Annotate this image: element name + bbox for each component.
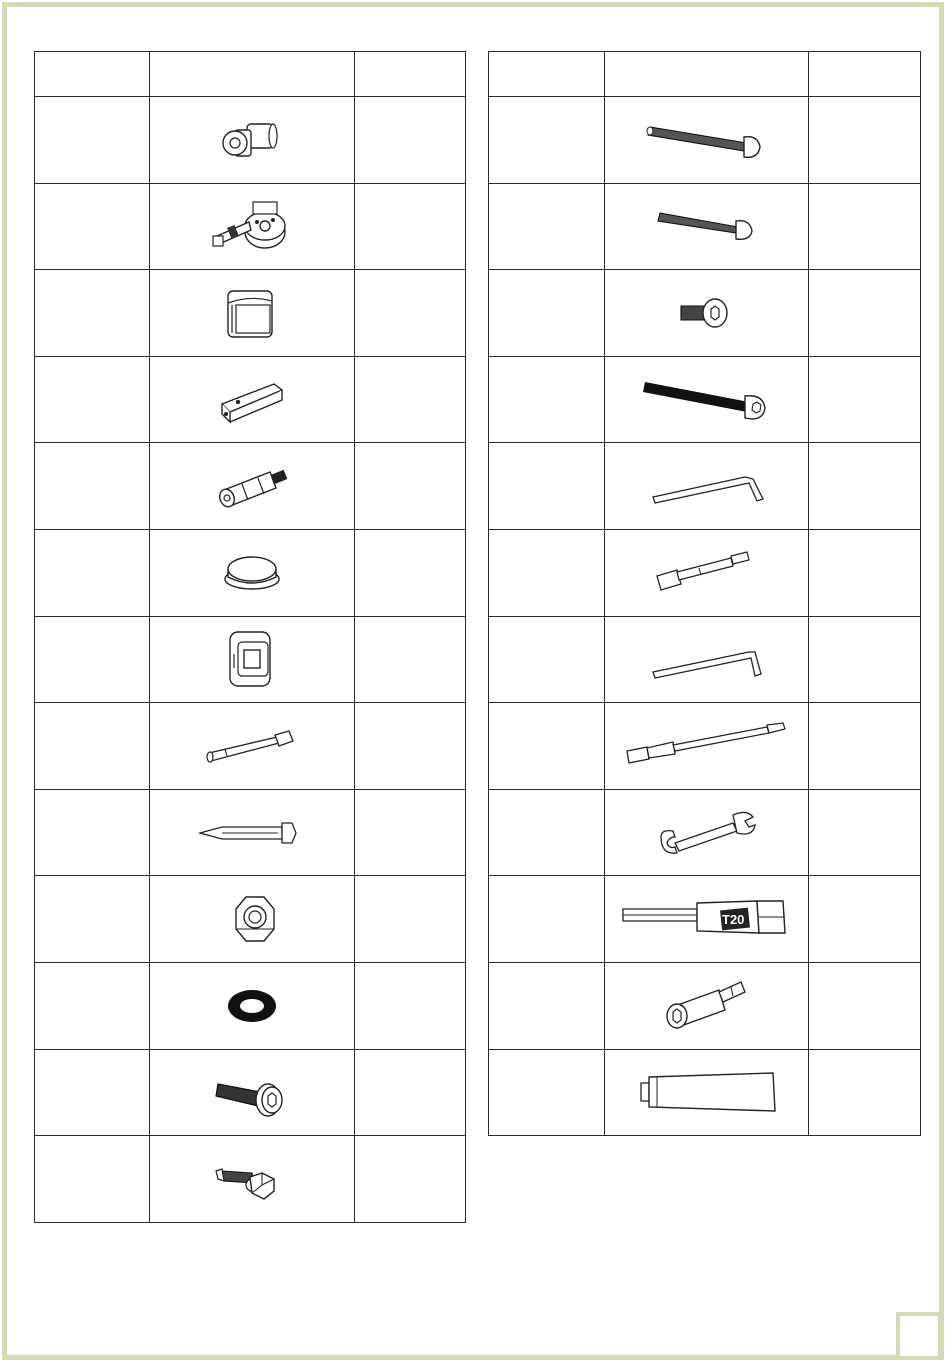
part-id-cell xyxy=(35,270,150,357)
page-number-box xyxy=(896,1312,942,1360)
header-cell-quantity xyxy=(355,52,466,97)
table-row xyxy=(35,97,466,184)
quantity-cell xyxy=(355,876,466,963)
header-cell-picture xyxy=(150,52,355,97)
table-header-row xyxy=(489,52,921,97)
quantity-cell xyxy=(355,356,466,443)
expansion-anchor-bolt-icon xyxy=(197,721,307,771)
table-row xyxy=(489,183,921,270)
wall-plug-icon xyxy=(192,813,312,853)
quantity-cell xyxy=(355,183,466,270)
quantity-cell xyxy=(809,356,921,443)
allen-key-small-icon xyxy=(637,634,777,684)
short-button-head-screw-icon xyxy=(667,288,747,338)
part-id-cell xyxy=(35,789,150,876)
table-row xyxy=(489,529,921,616)
part-id-cell xyxy=(489,789,605,876)
table-row xyxy=(35,876,466,963)
part-id-cell xyxy=(489,97,605,184)
quantity-cell xyxy=(809,270,921,357)
quantity-cell xyxy=(809,876,921,963)
hex-nut-icon xyxy=(212,887,292,951)
allen-key-large-icon xyxy=(637,461,777,511)
quantity-cell xyxy=(355,529,466,616)
table-row xyxy=(489,703,921,790)
header-cell-id xyxy=(35,52,150,97)
table-row xyxy=(35,962,466,1049)
quantity-cell xyxy=(809,443,921,530)
quantity-cell xyxy=(809,97,921,184)
quantity-cell xyxy=(355,270,466,357)
rotation-bushing-icon xyxy=(207,110,297,170)
part-id-cell xyxy=(35,356,150,443)
part-id-cell xyxy=(489,270,605,357)
quantity-cell xyxy=(809,962,921,1049)
header-cell-id xyxy=(489,52,605,97)
parts-table-left xyxy=(34,51,466,1223)
long-button-head-screw-icon xyxy=(642,115,772,165)
hex-bit-adapter-long-icon xyxy=(617,721,797,771)
open-end-wrench-icon xyxy=(647,803,767,863)
part-id-cell xyxy=(35,529,150,616)
cap-plug-icon xyxy=(212,545,292,601)
header-cell-quantity xyxy=(809,52,921,97)
table-row xyxy=(35,270,466,357)
square-bushing-icon xyxy=(212,624,292,694)
part-id-cell xyxy=(489,876,605,963)
table-row xyxy=(35,1049,466,1136)
quantity-cell xyxy=(355,1136,466,1223)
table-row xyxy=(489,97,921,184)
part-id-cell xyxy=(35,1136,150,1223)
socket-head-screw-icon xyxy=(202,1062,302,1122)
table-row xyxy=(35,703,466,790)
quantity-cell xyxy=(809,183,921,270)
table-row xyxy=(35,183,466,270)
torx-bit-label: T20 xyxy=(721,912,744,928)
quantity-cell xyxy=(355,789,466,876)
nut-driver-bit-icon xyxy=(647,976,767,1036)
table-row xyxy=(35,443,466,530)
hex-bit-adapter-short-icon xyxy=(647,548,767,598)
quantity-cell xyxy=(809,789,921,876)
part-id-cell xyxy=(35,876,150,963)
quantity-cell xyxy=(355,616,466,703)
part-id-cell xyxy=(35,703,150,790)
self-drilling-hex-screw-icon xyxy=(202,1149,302,1209)
table-header-row xyxy=(35,52,466,97)
quantity-cell xyxy=(355,1049,466,1136)
part-id-cell xyxy=(489,183,605,270)
part-id-cell xyxy=(35,183,150,270)
table-row xyxy=(489,356,921,443)
part-id-cell xyxy=(489,703,605,790)
quantity-cell xyxy=(355,443,466,530)
table-row xyxy=(489,443,921,530)
part-id-cell xyxy=(489,962,605,1049)
part-id-cell xyxy=(35,616,150,703)
part-id-cell xyxy=(489,616,605,703)
medium-button-head-screw-icon xyxy=(652,203,762,249)
quantity-cell xyxy=(355,703,466,790)
quantity-cell xyxy=(809,703,921,790)
part-id-cell xyxy=(489,1049,605,1136)
part-id-cell xyxy=(489,356,605,443)
header-cell-picture xyxy=(605,52,809,97)
table-row xyxy=(35,356,466,443)
table-row xyxy=(489,270,921,357)
black-long-screw-icon xyxy=(637,372,777,428)
part-id-cell xyxy=(35,1049,150,1136)
quantity-cell xyxy=(355,97,466,184)
square-block-icon xyxy=(212,281,292,345)
washer-icon xyxy=(212,978,292,1034)
hex-bar-icon xyxy=(202,370,302,430)
part-id-cell xyxy=(35,97,150,184)
torx-bit-icon xyxy=(617,891,797,947)
parts-table-right xyxy=(488,51,921,1136)
table-row xyxy=(489,1049,921,1136)
quantity-cell xyxy=(809,529,921,616)
quantity-cell xyxy=(809,616,921,703)
table-row xyxy=(35,1136,466,1223)
quantity-cell xyxy=(809,1049,921,1136)
quantity-cell xyxy=(355,962,466,1049)
wall-mount-bracket-icon xyxy=(197,194,307,258)
part-id-cell xyxy=(35,962,150,1049)
part-id-cell xyxy=(489,443,605,530)
table-row xyxy=(489,789,921,876)
part-id-cell xyxy=(35,443,150,530)
table-row xyxy=(489,962,921,1049)
table-row xyxy=(35,529,466,616)
table-row xyxy=(489,616,921,703)
part-id-cell xyxy=(489,529,605,616)
table-row xyxy=(489,876,921,963)
threaded-spacer-icon xyxy=(202,454,302,518)
table-row xyxy=(35,789,466,876)
tube-plug-icon xyxy=(627,1067,787,1117)
table-row xyxy=(35,616,466,703)
